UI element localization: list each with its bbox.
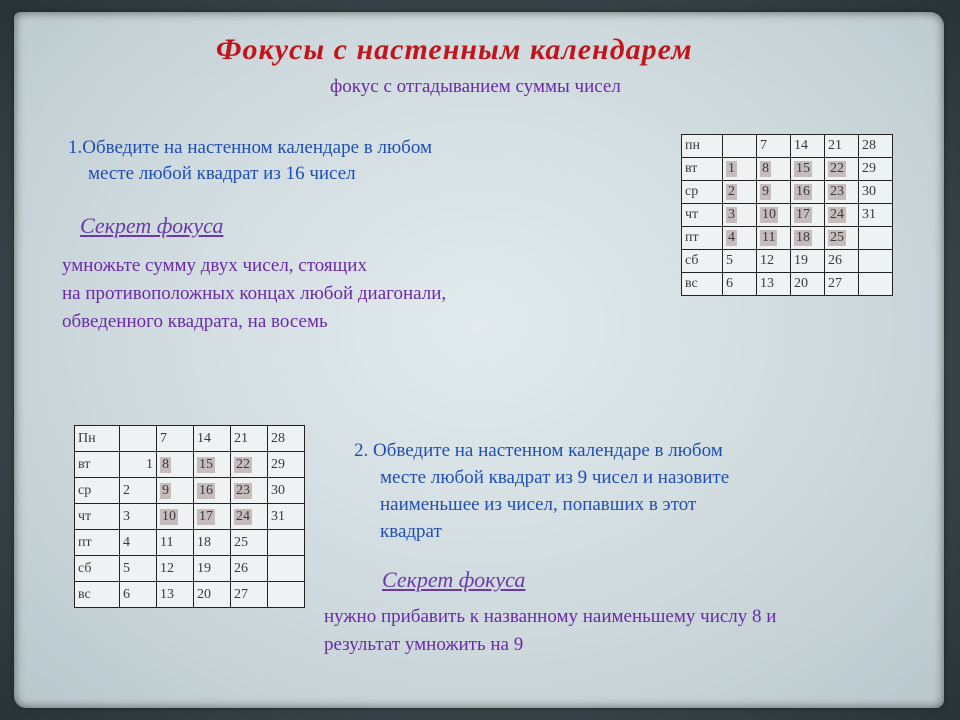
calendar-row xyxy=(682,181,893,204)
cell-text: 23 xyxy=(236,482,250,498)
date-cell xyxy=(120,426,157,452)
date-cell xyxy=(157,478,194,504)
secret-2-line-2: результат умножить на 9 xyxy=(324,634,524,655)
cell-text: 12 xyxy=(160,560,174,576)
date-cell xyxy=(120,556,157,582)
date-cell xyxy=(231,556,268,582)
cell-text: 8 xyxy=(762,161,769,176)
cell-text: 30 xyxy=(271,482,285,498)
date-cell xyxy=(723,273,757,296)
step-1-instruction xyxy=(68,135,548,187)
cell-text: сб xyxy=(78,560,92,576)
date-cell xyxy=(825,250,859,273)
cell-text: 18 xyxy=(197,534,211,550)
date-cell xyxy=(268,556,305,582)
cell-text: 4 xyxy=(123,534,130,550)
date-cell xyxy=(268,582,305,608)
date-cell xyxy=(194,426,231,452)
cell-text: 13 xyxy=(760,276,774,291)
date-cell xyxy=(791,135,825,158)
date-cell xyxy=(859,250,893,273)
step-2-instruction xyxy=(354,437,854,545)
cell-text: 5 xyxy=(123,560,130,576)
date-cell xyxy=(723,158,757,181)
date-cell xyxy=(791,158,825,181)
cell-text: 14 xyxy=(794,138,808,153)
cell-text: 20 xyxy=(794,276,808,291)
cell-text: вс xyxy=(78,586,91,602)
cell-text: пт xyxy=(78,534,92,550)
weekday-cell xyxy=(75,478,120,504)
calendar-table-2 xyxy=(74,425,305,608)
date-cell xyxy=(757,250,791,273)
cell-text: 17 xyxy=(199,508,213,524)
cell-text: 6 xyxy=(123,586,130,602)
cell-text: 7 xyxy=(760,138,767,153)
cell-text: 30 xyxy=(862,184,876,199)
step-2-line-1: 2. Обведите на настенном календаре в любом xyxy=(354,440,723,461)
weekday-cell xyxy=(682,204,723,227)
date-cell xyxy=(723,227,757,250)
cell-text: пн xyxy=(685,138,700,153)
date-cell xyxy=(231,504,268,530)
calendar-row xyxy=(75,452,305,478)
cell-text: 20 xyxy=(197,586,211,602)
cell-text: ср xyxy=(685,184,699,199)
cell-text: 23 xyxy=(830,184,844,199)
cell-text: 1 xyxy=(146,456,153,472)
cell-text: 28 xyxy=(271,430,285,446)
date-cell xyxy=(194,478,231,504)
calendar-row xyxy=(75,426,305,452)
date-cell xyxy=(791,273,825,296)
date-cell xyxy=(231,452,268,478)
date-cell xyxy=(194,582,231,608)
date-cell xyxy=(268,530,305,556)
cell-text: вс xyxy=(685,276,698,291)
cell-text: Пн xyxy=(78,430,96,446)
secret-2-line-1: нужно прибавить к названному наименьшему числу 8 и xyxy=(324,606,777,627)
date-cell xyxy=(231,478,268,504)
cell-text: 2 xyxy=(123,482,130,498)
date-cell xyxy=(859,204,893,227)
date-cell xyxy=(194,452,231,478)
cell-text: 9 xyxy=(762,184,769,199)
calendar-row xyxy=(75,478,305,504)
secret-2-heading: Секрет фокуса xyxy=(382,567,526,592)
cell-text: 11 xyxy=(762,230,776,245)
cell-text: 1 xyxy=(728,161,735,176)
weekday-cell xyxy=(682,135,723,158)
secret-2-text xyxy=(324,603,904,659)
cell-text: 7 xyxy=(160,430,167,446)
secret-1-line-1: умножьте сумму двух чисел, стоящих xyxy=(62,255,367,276)
weekday-cell xyxy=(75,426,120,452)
date-cell xyxy=(120,452,157,478)
cell-text: 3 xyxy=(728,207,735,222)
cell-text: 21 xyxy=(234,430,248,446)
cell-text: 8 xyxy=(162,456,169,472)
date-cell xyxy=(859,273,893,296)
date-cell xyxy=(194,504,231,530)
cell-text: 26 xyxy=(828,253,842,268)
date-cell xyxy=(157,426,194,452)
date-cell xyxy=(757,227,791,250)
cell-text: 31 xyxy=(271,508,285,524)
date-cell xyxy=(825,204,859,227)
cell-text: 15 xyxy=(199,456,213,472)
calendar-row xyxy=(75,556,305,582)
calendar-row xyxy=(682,158,893,181)
secret-1-text xyxy=(62,252,582,336)
secret-1-line-3: обведенного квадрата, на восемь xyxy=(62,311,328,332)
cell-text: пт xyxy=(685,230,699,245)
weekday-cell xyxy=(75,504,120,530)
step-2-line-4: квадрат xyxy=(380,521,442,542)
date-cell xyxy=(757,181,791,204)
weekday-cell xyxy=(75,556,120,582)
cell-text: 6 xyxy=(726,276,733,291)
cell-text: 13 xyxy=(160,586,174,602)
date-cell xyxy=(268,452,305,478)
date-cell xyxy=(825,135,859,158)
cell-text: 24 xyxy=(830,207,844,222)
cell-text: 9 xyxy=(162,482,169,498)
cell-text: 26 xyxy=(234,560,248,576)
date-cell xyxy=(268,478,305,504)
page-subtitle: фокус с отгадыванием суммы чисел xyxy=(330,76,621,97)
date-cell xyxy=(157,452,194,478)
step-1-line-2: месте любой квадрат из 16 чисел xyxy=(88,163,356,184)
cell-text: сб xyxy=(685,253,699,268)
date-cell xyxy=(859,158,893,181)
cell-text: 10 xyxy=(162,508,176,524)
cell-text: 18 xyxy=(796,230,810,245)
step-2-line-3: наименьшее из чисел, попавших в этот xyxy=(380,494,697,515)
cell-text: ср xyxy=(78,482,92,498)
date-cell xyxy=(120,504,157,530)
cell-text: вт xyxy=(78,456,91,472)
date-cell xyxy=(268,504,305,530)
weekday-cell xyxy=(75,582,120,608)
cell-text: 17 xyxy=(796,207,810,222)
date-cell xyxy=(231,582,268,608)
cell-text: 22 xyxy=(830,161,844,176)
cell-text: 3 xyxy=(123,508,130,524)
date-cell xyxy=(157,504,194,530)
date-cell xyxy=(723,135,757,158)
calendar-row xyxy=(75,504,305,530)
cell-text: 14 xyxy=(197,430,211,446)
cell-text: 29 xyxy=(862,161,876,176)
cell-text: 27 xyxy=(234,586,248,602)
date-cell xyxy=(268,426,305,452)
step-1-line-1: 1.Обведите на настенном календаре в любом xyxy=(68,137,433,158)
cell-text: 19 xyxy=(197,560,211,576)
date-cell xyxy=(825,181,859,204)
cell-text: 15 xyxy=(796,161,810,176)
date-cell xyxy=(157,530,194,556)
cell-text: 29 xyxy=(271,456,285,472)
date-cell xyxy=(791,181,825,204)
cell-text: 16 xyxy=(199,482,213,498)
date-cell xyxy=(791,250,825,273)
date-cell xyxy=(194,530,231,556)
cell-text: 5 xyxy=(726,253,733,268)
cell-text: 24 xyxy=(236,508,250,524)
date-cell xyxy=(825,227,859,250)
cell-text: 4 xyxy=(728,230,735,245)
date-cell xyxy=(859,135,893,158)
date-cell xyxy=(825,273,859,296)
date-cell xyxy=(231,530,268,556)
weekday-cell xyxy=(75,530,120,556)
cell-text: 27 xyxy=(828,276,842,291)
calendar-row xyxy=(682,250,893,273)
cell-text: 21 xyxy=(828,138,842,153)
cell-text: 31 xyxy=(862,207,876,222)
calendar-row xyxy=(682,135,893,158)
cell-text: 19 xyxy=(794,253,808,268)
date-cell xyxy=(231,426,268,452)
date-cell xyxy=(757,158,791,181)
date-cell xyxy=(757,204,791,227)
cell-text: чт xyxy=(685,207,699,222)
date-cell xyxy=(757,273,791,296)
date-cell xyxy=(157,582,194,608)
date-cell xyxy=(859,227,893,250)
calendar-row xyxy=(682,273,893,296)
cell-text: 22 xyxy=(236,456,250,472)
cell-text: 25 xyxy=(830,230,844,245)
date-cell xyxy=(120,478,157,504)
date-cell xyxy=(157,556,194,582)
cell-text: чт xyxy=(78,508,92,524)
step-2-line-2: месте любой квадрат из 9 чисел и назовите xyxy=(380,467,730,488)
date-cell xyxy=(194,556,231,582)
date-cell xyxy=(791,227,825,250)
date-cell xyxy=(791,204,825,227)
weekday-cell xyxy=(682,158,723,181)
weekday-cell xyxy=(682,273,723,296)
cell-text: 16 xyxy=(796,184,810,199)
cell-text: 11 xyxy=(160,534,174,550)
calendar-row xyxy=(75,530,305,556)
date-cell xyxy=(723,204,757,227)
date-cell xyxy=(825,158,859,181)
date-cell xyxy=(120,530,157,556)
date-cell xyxy=(723,250,757,273)
cell-text: вт xyxy=(685,161,698,176)
secret-1-line-2: на противоположных концах любой диагонали, xyxy=(62,283,447,304)
calendar-row xyxy=(75,582,305,608)
date-cell xyxy=(757,135,791,158)
calendar-row xyxy=(682,227,893,250)
secret-1-heading: Секрет фокуса xyxy=(80,213,224,238)
cell-text: 2 xyxy=(728,184,735,199)
date-cell xyxy=(120,582,157,608)
weekday-cell xyxy=(75,452,120,478)
page-title: Фокусы с настенным календарем xyxy=(216,33,693,66)
cell-text: 28 xyxy=(862,138,876,153)
date-cell xyxy=(859,181,893,204)
cell-text: 25 xyxy=(234,534,248,550)
cell-text: 12 xyxy=(760,253,774,268)
calendar-table-1 xyxy=(681,134,893,296)
cell-text: 10 xyxy=(762,207,776,222)
date-cell xyxy=(723,181,757,204)
calendar-row xyxy=(682,204,893,227)
weekday-cell xyxy=(682,250,723,273)
weekday-cell xyxy=(682,181,723,204)
weekday-cell xyxy=(682,227,723,250)
